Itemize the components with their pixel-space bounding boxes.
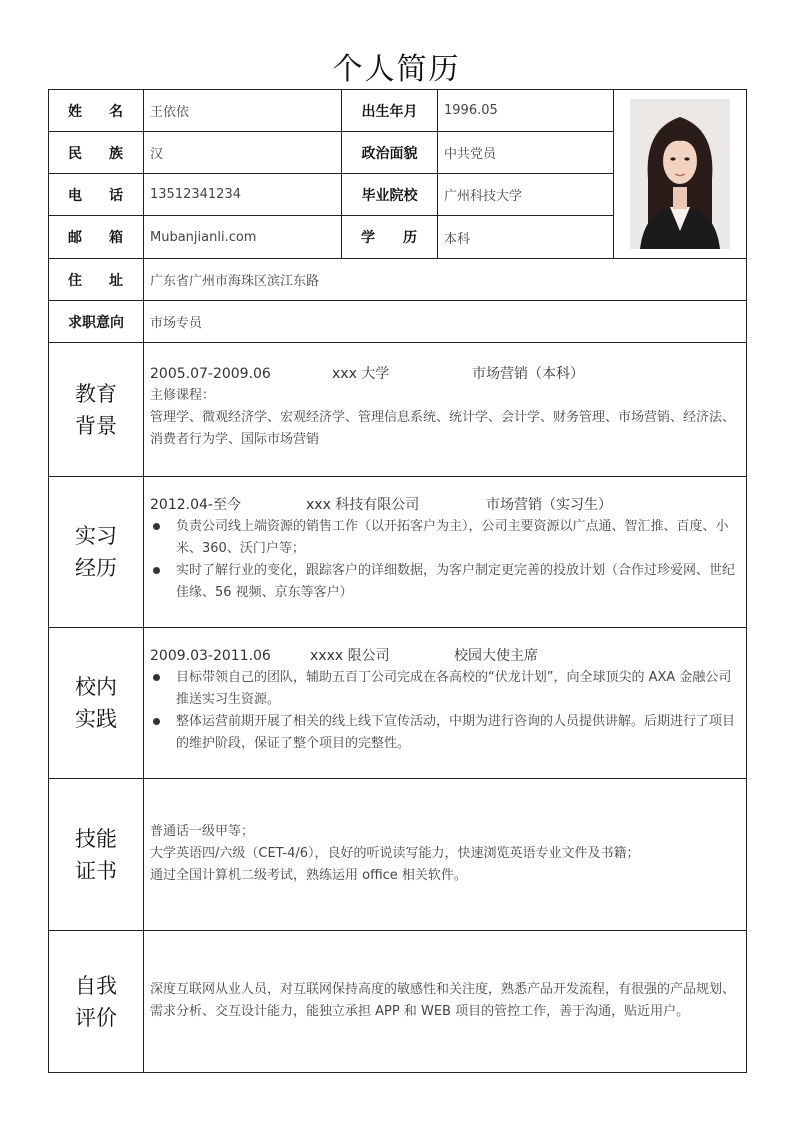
internship-body [144, 477, 747, 628]
address-label: 住 址 [49, 259, 144, 301]
skill-line: 通过全国计算机二级考试，熟练运用 office 相关软件。 [150, 867, 467, 883]
campus-period: 2009.03-2011.06 [150, 648, 271, 664]
email-label: 邮 箱 [49, 216, 144, 259]
bullet-icon [150, 516, 176, 560]
email-value: Mubanjianli.com [144, 216, 342, 259]
intent-value: 市场专员 [144, 301, 747, 343]
address-value: 广东省广州市海珠区滨江东路 [144, 259, 747, 301]
name-value: 王依依 [144, 90, 342, 132]
ethnic-value: 汉 [144, 132, 342, 174]
birth-value: 1996.05 [438, 90, 614, 132]
bullet-icon [150, 560, 176, 604]
education-header [150, 363, 740, 385]
campus-role: 校园大使主席 [454, 648, 538, 664]
list-item: 实时了解行业的变化，跟踪客户的详细数据，为客户制定更完善的投放计划（合作过珍爱网、世纪佳缘、56 视频、京东等客户） [150, 560, 740, 604]
skills-body [144, 779, 747, 931]
political-value: 中共党员 [438, 132, 614, 174]
school-label: 毕业院校 [342, 174, 438, 216]
list-item: 整体运营前期开展了相关的线上线下宣传活动，中期为进行咨询的人员提供讲解。后期进行了项目的维护阶段，保证了整个项目的完整性。 [150, 711, 740, 755]
photo-cell [614, 90, 747, 259]
courses-label: 主修课程： [150, 388, 216, 403]
portrait-image [630, 99, 730, 249]
education-school: xxx 大学 [332, 366, 390, 382]
profile-photo [630, 99, 730, 249]
internship-company: xxx 科技有限公司 [306, 497, 420, 513]
degree-value: 本科 [438, 216, 614, 259]
page-title: 个人简历 [332, 52, 461, 87]
name-label: 姓 名 [49, 90, 144, 132]
education-period: 2005.07-2009.06 [150, 366, 271, 382]
skills-title: 技能 证书 [49, 779, 144, 931]
resume-table [48, 89, 747, 1073]
internship-title: 实习 经历 [49, 477, 144, 628]
birth-label: 出生年月 [342, 90, 438, 132]
school-value: 广州科技大学 [438, 174, 614, 216]
campus-header [150, 645, 740, 667]
self-title: 自我 评价 [49, 931, 144, 1073]
internship-header [150, 494, 740, 516]
list-item: 负责公司线上端资源的销售工作（以开拓客户为主），公司主要资源以广点通、智汇推、百度、小米、360、沃门户等； [150, 516, 740, 560]
ethnic-label: 民 族 [49, 132, 144, 174]
intent-label: 求职意向 [49, 301, 144, 343]
campus-title: 校内 实践 [49, 628, 144, 779]
bullet-icon [150, 711, 176, 755]
phone-label: 电 话 [49, 174, 144, 216]
skill-line: 大学英语四/六级（CET-4/6），良好的听说读写能力，快速浏览英语专业文件及书籍； [150, 845, 640, 861]
degree-label: 学 历 [342, 216, 438, 259]
skill-line: 普通话一级甲等； [150, 823, 255, 839]
phone-value: 13512341234 [144, 174, 342, 216]
campus-org: xxxx 限公司 [310, 648, 390, 664]
courses-text: 管理学、微观经济学、宏观经济学、管理信息系统、统计学、会计学、财务管理、市场营销、经济法、消费者行为学、国际市场营销 [150, 410, 736, 447]
list-item: 目标带领自己的团队，辅助五百丁公司完成在各高校的“伏龙计划”，向全球顶尖的 AXA 金融公司推送实习生资源。 [150, 667, 740, 711]
internship-role: 市场营销（实习生） [486, 497, 612, 513]
bullet-icon [150, 667, 176, 711]
self-body: 深度互联网从业人员，对互联网保持高度的敏感性和关注度，熟悉产品开发流程，有很强的产品规划、需求分析、交互设计能力，能独立承担 APP 和 WEB 项目的管控工作，善于沟通，贴近用户。 [144, 931, 747, 1073]
internship-period: 2012.04-至今 [150, 497, 241, 513]
campus-body [144, 628, 747, 779]
education-title: 教育 背景 [49, 343, 144, 477]
political-label: 政治面貌 [342, 132, 438, 174]
education-major: 市场营销（本科） [472, 366, 584, 382]
education-body [144, 343, 747, 477]
